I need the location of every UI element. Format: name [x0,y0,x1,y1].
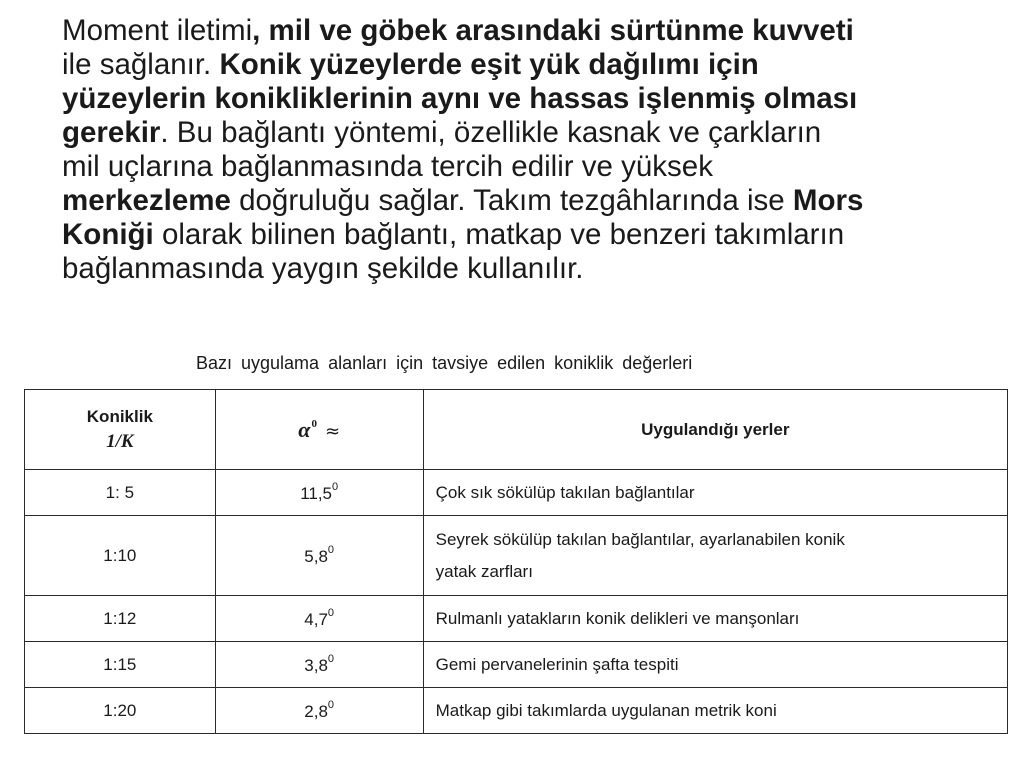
paragraph-line [62,82,1002,116]
table-row [25,688,1008,734]
text-span: Moment iletimi [62,14,253,47]
header-taper-label: Koniklik [86,406,153,426]
text-span: ile sağlanır. [62,48,220,81]
degree-superscript: 0 [327,607,335,619]
text-span: doğruluğu sağlar. Takım tezgâhlarında ise [230,184,793,217]
angle-number: 4,7 [304,610,328,629]
angle-value [304,653,335,675]
degree-superscript: 0 [311,417,317,430]
header-usage-cell: Uygulandığı yerler [423,390,1007,470]
taper-table-wrapper [24,389,1008,734]
bold-text-span: Konik yüzeylerde eşit yük dağılımı için [219,48,759,81]
table-row [25,596,1008,642]
angle-value [304,544,335,566]
taper-table [24,389,1008,734]
usage-cell: Matkap gibi takımlarda uygulanan metrik koni [423,688,1007,734]
paragraph-line [62,252,1002,286]
bold-text-span: Mors [792,184,864,217]
alpha-glyph: α [298,416,311,442]
paragraph-line [62,184,1002,218]
text-span: mil uçlarına bağlanmasında tercih edilir ve yüksek [62,150,713,183]
angle-number: 3,8 [304,656,328,675]
bold-text-span: gerekir [62,116,161,149]
angle-cell [215,596,423,642]
header-angle-cell [215,390,423,470]
bold-text-span: Koniği [62,218,154,251]
usage-cell: Çok sık sökülüp takılan bağlantılar [423,470,1007,516]
paragraph-line [62,218,1002,252]
usage-cell: Rulmanlı yatakların konik delikleri ve manşonları [423,596,1007,642]
degree-superscript: 0 [327,544,335,556]
body-paragraph [62,14,1002,286]
paragraph-line [62,150,1002,184]
paragraph-line [62,48,1002,82]
bold-text-span: , mil ve göbek arasındaki sürtünme kuvveti [252,14,854,47]
angle-number: 2,8 [304,702,328,721]
angle-cell [215,642,423,688]
angle-cell [215,688,423,734]
usage-cell [423,516,1007,596]
ratio-cell: 1:12 [25,596,216,642]
angle-number: 5,8 [304,547,328,566]
angle-number: 11,5 [300,484,333,503]
table-row [25,642,1008,688]
usage-line: Seyrek sökülüp takılan bağlantılar, ayarlanabilen konik [435,529,845,549]
text-span: . Bu bağlantı yöntemi, özellikle kasnak ve çarkların [160,116,822,149]
angle-cell [215,470,423,516]
angle-value [304,699,335,721]
table-caption: Bazı uygulama alanları için tavsiye edilen koniklik değerleri [196,353,693,373]
ratio-cell: 1:10 [25,516,216,596]
paragraph-line [62,116,1002,150]
angle-value [304,607,335,629]
angle-value [300,481,339,503]
alpha-symbol [298,417,317,442]
table-header-row [25,390,1008,470]
bold-text-span: merkezleme [62,184,231,217]
ratio-cell: 1:20 [25,688,216,734]
header-ratio-label: 1/K [106,430,134,452]
angle-cell [215,516,423,596]
ratio-cell: 1:15 [25,642,216,688]
text-span: bağlanmasında yaygın şekilde kullanılır. [62,252,584,285]
ratio-cell: 1: 5 [25,470,216,516]
paragraph-line [62,14,1002,48]
degree-superscript: 0 [327,699,335,711]
usage-line: yatak zarfları [435,561,533,581]
table-row [25,516,1008,596]
text-span: olarak bilinen bağlantı, matkap ve benzeri takımların [153,218,845,251]
degree-superscript: 0 [332,481,339,493]
table-row [25,470,1008,516]
bold-text-span: yüzeylerin konikliklerinin aynı ve hassas işlenmiş olması [62,82,858,115]
approx-symbol: ≈ [324,420,341,442]
header-taper-cell [25,390,216,470]
usage-cell: Gemi pervanelerinin şafta tespiti [423,642,1007,688]
degree-superscript: 0 [327,653,335,665]
